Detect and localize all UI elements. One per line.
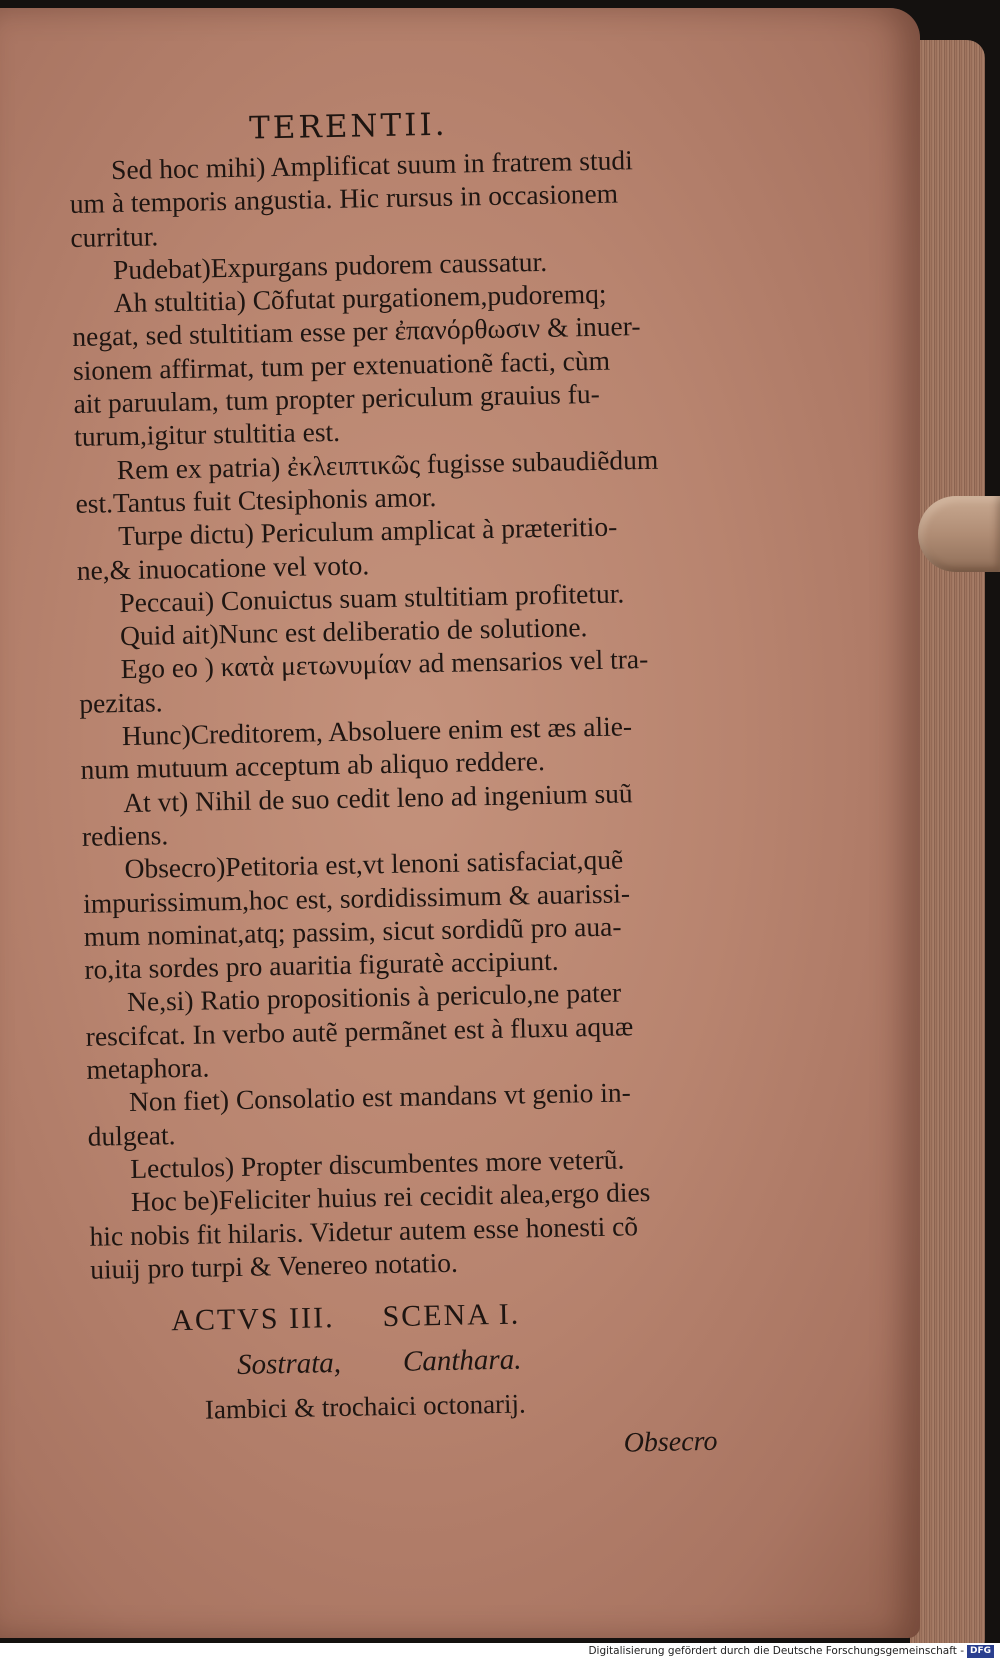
text-line: Obsecro)Petitoria est,vt lenoni satisfaciat,quẽ bbox=[124, 843, 624, 885]
text-line: ro,ita sordes pro auaritia figuratè accipiunt. bbox=[84, 944, 559, 985]
scene-label: SCENA I. bbox=[382, 1297, 521, 1334]
text-line: Ego eo ) κατὰ μετωνυμίαν ad mensarios vel tra- bbox=[120, 643, 649, 685]
meter-note: Iambici & trochaici octonarij. bbox=[204, 1388, 527, 1425]
person-canthara: Canthara. bbox=[402, 1343, 522, 1378]
text-line: dulgeat. bbox=[87, 1118, 176, 1152]
text-line: Hoc be)Feliciter huius rei cecidit alea,ergo dies bbox=[130, 1176, 651, 1218]
text-line: pezitas. bbox=[79, 686, 163, 719]
text-line: turum,igitur stultitia est. bbox=[73, 416, 341, 453]
text-line: um à temporis angustia. Hic rursus in occasionem bbox=[69, 177, 619, 220]
act-label: ACTVS III. bbox=[170, 1301, 335, 1338]
text-line: Pudebat)Expurgans pudorem caussatur. bbox=[112, 245, 548, 286]
text-line: negat, sed stultitiam esse per ἐπανόρθωσιν & inuer- bbox=[72, 310, 641, 353]
text-line: rescifcat. In verbo autẽ permãnet est à fluxu aquæ bbox=[85, 1010, 634, 1052]
running-head: TERENTII. bbox=[248, 106, 448, 147]
dfg-logo: DFG bbox=[967, 1645, 994, 1658]
text-line: mum nominat,atq; passim, sicut sordidũ pro aua- bbox=[83, 910, 622, 952]
text-line: ne,& inuocatione vel voto. bbox=[76, 548, 370, 586]
text-line: hic nobis fit hilaris. Videtur autem esse honesti cõ bbox=[89, 1209, 639, 1252]
text-line: At vt) Nihil de suo cedit leno ad ingenium suũ bbox=[122, 776, 633, 818]
text-line: Quid ait)Nunc est deliberatio de solutione. bbox=[119, 611, 588, 652]
person-sostrata: Sostrata, bbox=[236, 1347, 342, 1382]
text-line: Non fiet) Consolatio est mandans vt genio in- bbox=[128, 1076, 632, 1118]
text-line: Rem ex patria) ἐκλειπτικῶς fugisse subaudiẽdum bbox=[116, 443, 659, 485]
text-line: Ah stultitia) Cõfutat purgationem,pudoremq; bbox=[113, 277, 607, 319]
page-text-block bbox=[68, 100, 718, 1474]
text-line: Peccaui) Conuictus suam stultitiam profitetur. bbox=[119, 577, 625, 618]
text-line: curritur. bbox=[70, 219, 159, 253]
text-line: Hunc)Creditorem, Absoluere enim est æs alie- bbox=[121, 710, 633, 752]
text-line: Turpe dictu) Periculum amplicat à præteritio- bbox=[117, 510, 618, 552]
book-clasp bbox=[918, 496, 1000, 572]
commentary-lines bbox=[69, 142, 711, 1286]
text-line: ait paruulam, tum propter periculum grauius fu- bbox=[73, 377, 600, 420]
text-line: metaphora. bbox=[86, 1051, 210, 1085]
text-line: Sed hoc mihi) Amplificat suum in fratrem studi bbox=[110, 144, 633, 186]
catchword: Obsecro bbox=[623, 1425, 718, 1459]
text-line: est.Tantus fuit Ctesiphonis amor. bbox=[75, 480, 437, 519]
funding-text: Digitalisierung gefördert durch die Deutsche Forschungsgemeinschaft - bbox=[588, 1645, 964, 1657]
text-line: Lectulos) Propter discumbentes more veterũ. bbox=[129, 1143, 625, 1184]
funding-notice bbox=[588, 1643, 994, 1660]
book-page-edges bbox=[910, 40, 985, 1650]
text-line: uiuij pro turpi & Venereo notatio. bbox=[89, 1246, 459, 1285]
text-line: Ne,si) Ratio propositionis à periculo,ne pater bbox=[126, 976, 622, 1018]
text-line: num mutuum acceptum ab aliquo reddere. bbox=[80, 745, 546, 786]
text-line: rediens. bbox=[81, 819, 169, 852]
text-line: impurissimum,hoc est, sordidissimum & auarissi- bbox=[82, 876, 631, 919]
text-line: sionem affirmat, tum per extenuationẽ facti, cùm bbox=[72, 344, 611, 386]
